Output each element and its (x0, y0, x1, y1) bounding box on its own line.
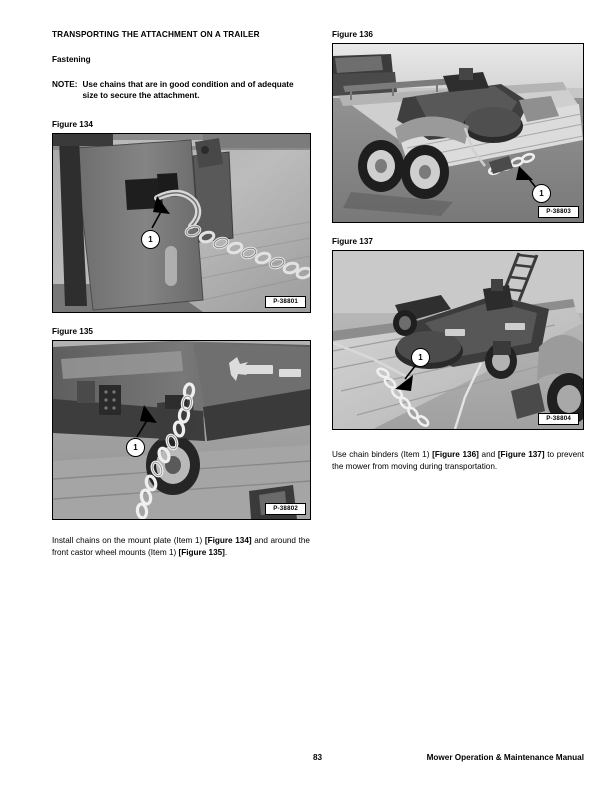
figure-136-label: Figure 136 (332, 30, 373, 39)
figure-135-photo-id: P-38802 (265, 503, 306, 515)
figure-135-callout-1: 1 (126, 438, 145, 457)
figure-134-label: Figure 134 (52, 120, 93, 130)
left-par-part1: Install chains on the mount plate (Item 1) (52, 536, 205, 546)
figure-137-callout-1: 1 (411, 348, 430, 367)
left-instruction-paragraph (52, 535, 310, 559)
figure-134-image (53, 134, 310, 312)
figure-137-photo-id: P-38804 (538, 413, 579, 425)
right-par-part1: Use chain binders (Item 1) (332, 450, 433, 459)
figure-136-photo-id: P-38803 (538, 206, 579, 218)
figure-137-photo (332, 250, 584, 430)
left-column (52, 30, 310, 559)
right-par-part2: and (478, 450, 498, 459)
left-par-part3: . (224, 548, 228, 558)
figure-137-label: Figure 137 (332, 237, 373, 246)
note-label: NOTE: (52, 79, 78, 89)
page-title: TRANSPORTING THE ATTACHMENT ON A TRAILER (52, 30, 260, 39)
figure-134-callout-1: 1 (141, 230, 160, 249)
figure-135-image (53, 341, 310, 519)
right-par-part3: to prevent the mower from moving during transportation. (332, 450, 584, 471)
figure-135-label: Figure 135 (52, 327, 93, 337)
right-instruction-paragraph (332, 449, 584, 473)
note-block (52, 79, 310, 102)
note-text: Use chains that are in good condition and of adequate size to secure the attachment. (82, 79, 294, 101)
right-column (332, 30, 584, 473)
right-par-ref2: [Figure 137] (497, 450, 545, 459)
footer-manual-title: Mower Operation & Maintenance Manual (426, 753, 584, 762)
figure-134-photo-id: P-38801 (265, 296, 306, 308)
figure-137-image (333, 251, 583, 429)
figure-136-callout-1: 1 (532, 184, 551, 203)
figure-135-photo (52, 340, 311, 520)
left-par-ref1: [Figure 134] (204, 536, 252, 546)
subsection-title: Fastening (52, 54, 91, 64)
page-footer (0, 753, 612, 765)
left-par-ref2: [Figure 135] (178, 548, 225, 558)
figure-134-photo (52, 133, 311, 313)
right-par-ref1: [Figure 136] (432, 450, 479, 459)
figure-136-photo (332, 43, 584, 223)
footer-page-number: 83 (313, 753, 323, 762)
left-par-part2: and around the front castor wheel mounts (Item 1) (52, 536, 310, 558)
